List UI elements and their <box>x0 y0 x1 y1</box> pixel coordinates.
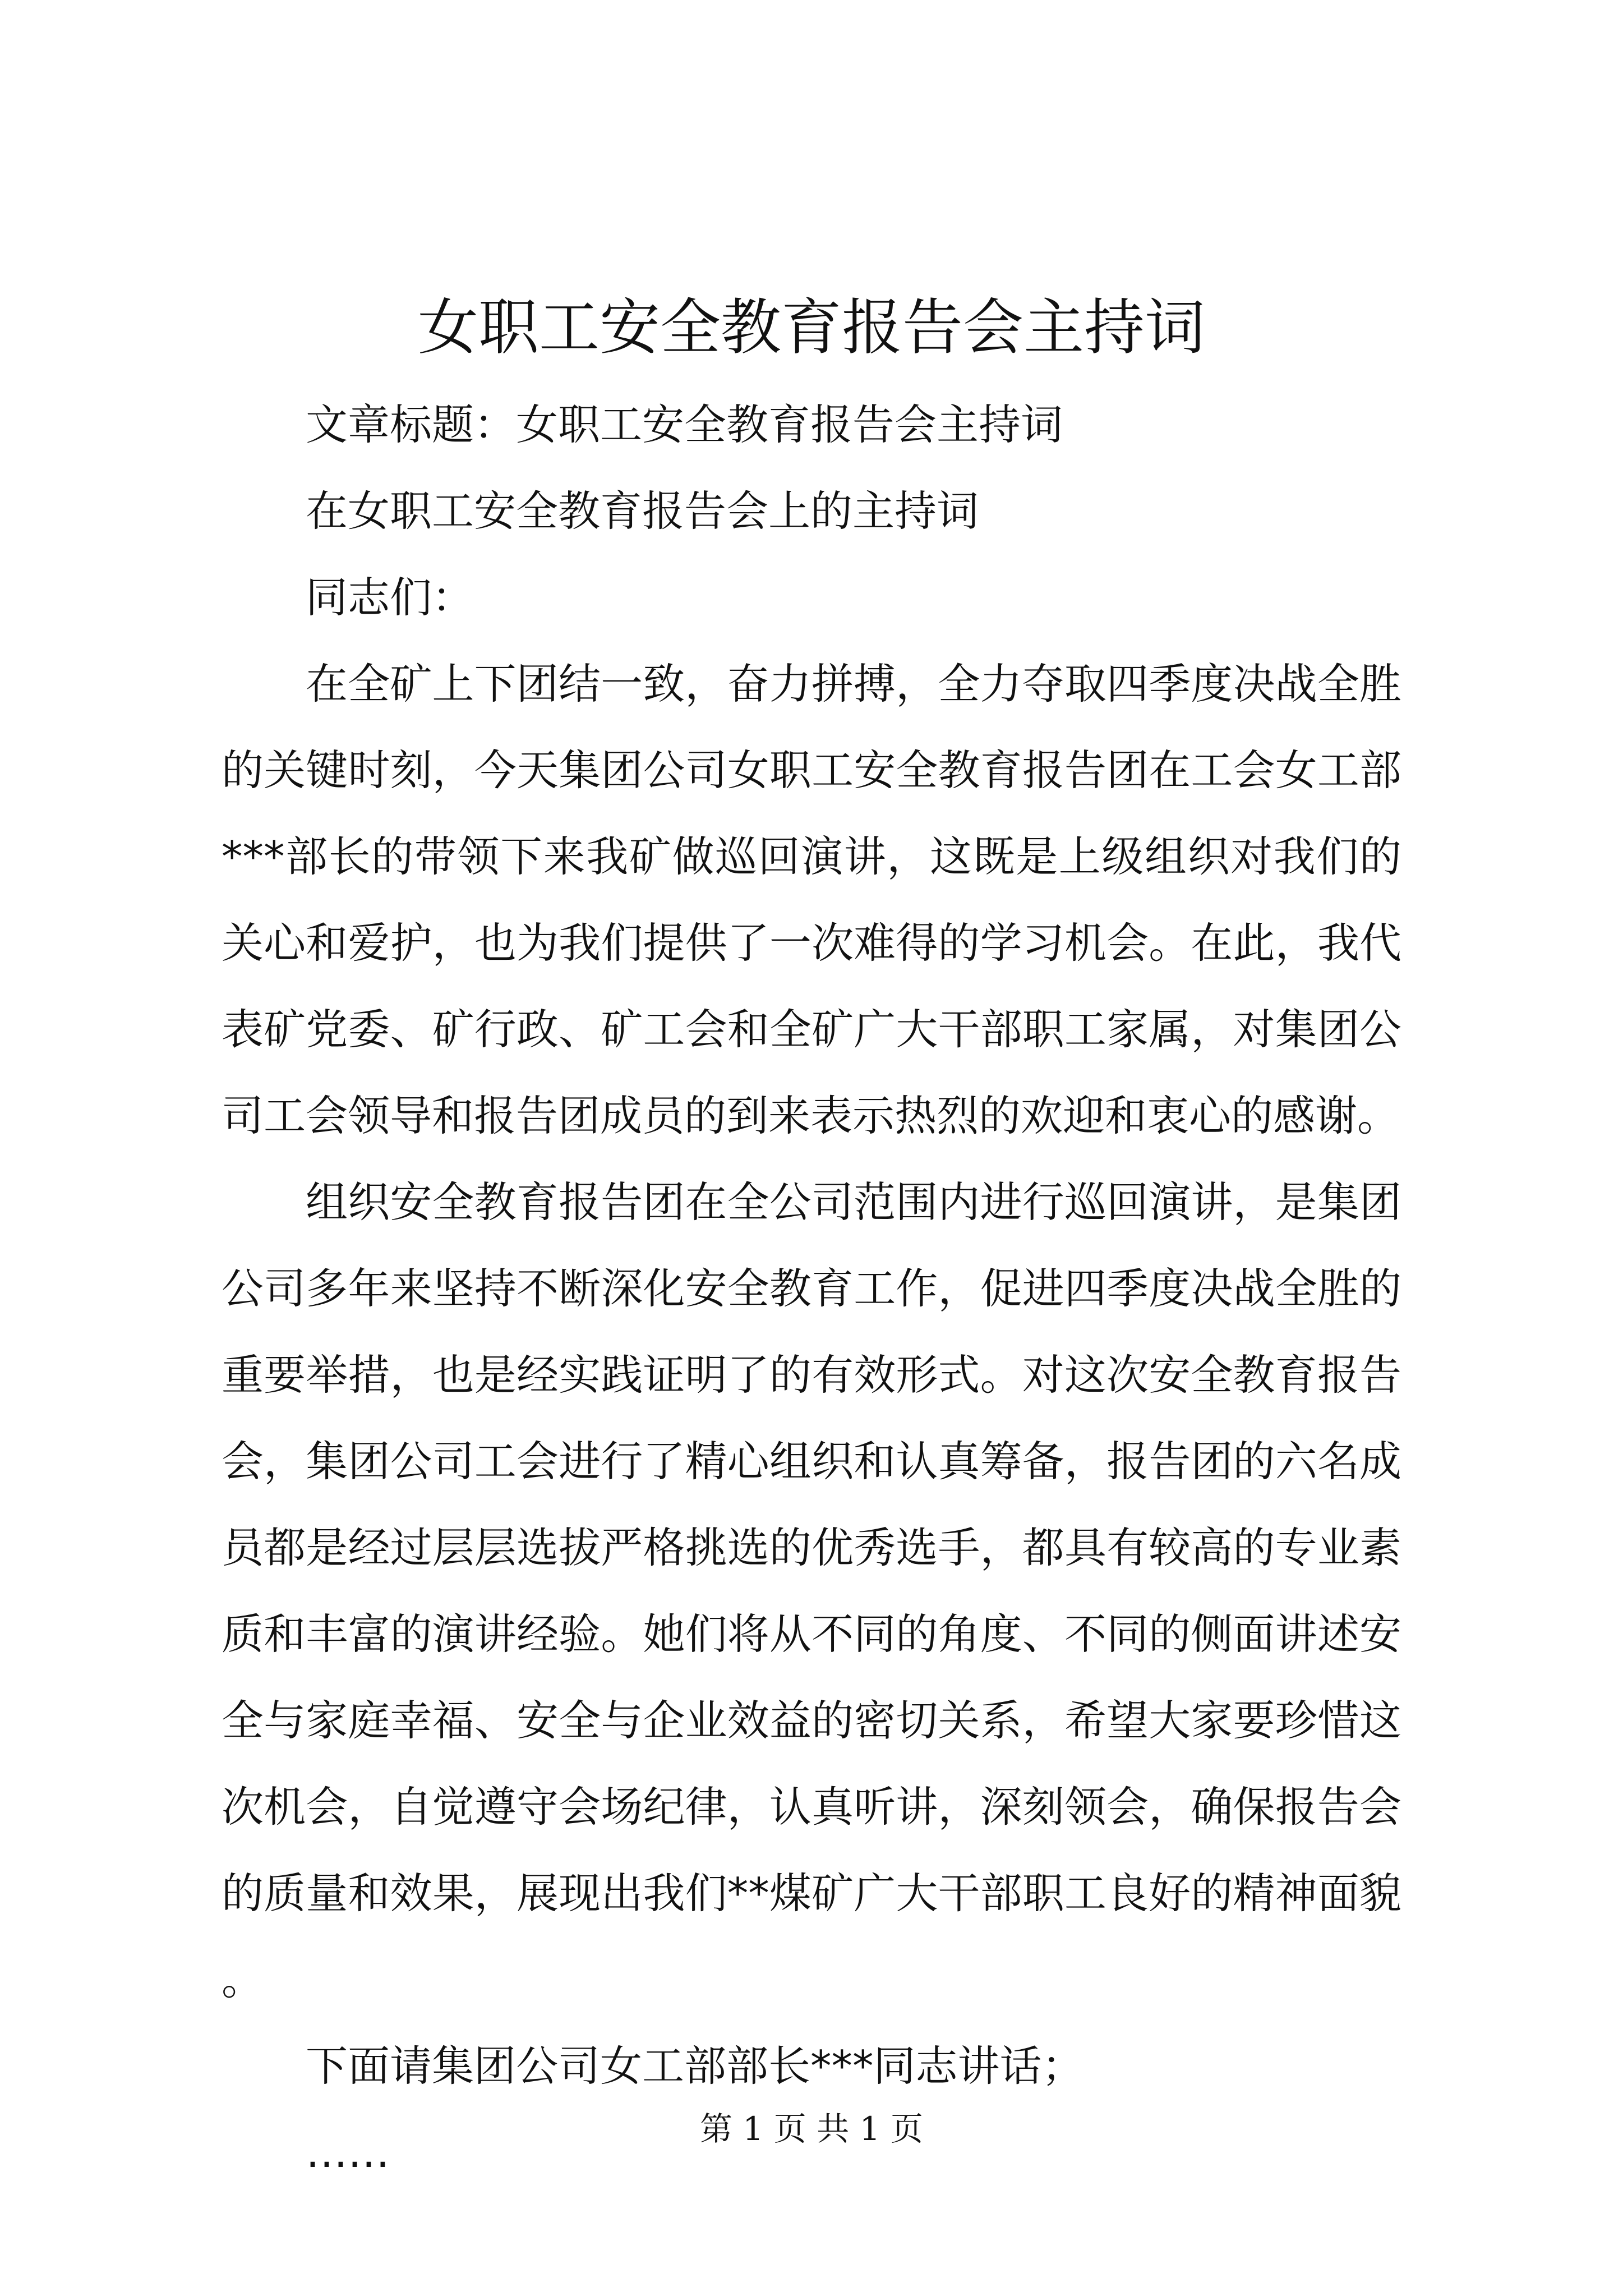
ellipsis-line: …… <box>306 2128 390 2177</box>
salutation: 同志们： <box>306 573 474 622</box>
paragraph-main: 组织安全教育报告团在全公司范围内进行巡回演讲，是集团公司多年来坚持不断深化安全教育工作，促进四季度决战全胜的重要举措，也是经实践证明了的有效形式。对这次安全教育报告会，集团公司工会进行了精心组织和认真筹备，报告团的六名成员都是经过层层选拔严格挑选的优秀选手，都具有较高的专业素质和丰富的演讲经验。她们将从不同的角度、不同的侧面讲述安全与家庭幸福、安全与企业效益的密切关系，希望大家要珍惜这次机会，自觉遵守会场纪律，认真听讲，深刻领会，确保报告会的质量和效果，展现出我们**煤矿广大干部职工良好的精神面貌。 <box>222 1177 1401 2004</box>
document-body <box>222 381 1401 2196</box>
paragraph-invitation: 下面请集团公司女工部部长***同志讲话； <box>306 2041 1084 2091</box>
paragraph-opening: 在全矿上下团结一致，奋力拼搏，全力夺取四季度决战全胜的关键时刻，今天集团公司女职工安全教育报告团在工会女工部***部长的带领下来我矿做巡回演讲，这既是上级组织对我们的关心和爱护，也为我们提供了一次难得的学习机会。在此，我代表矿党委、矿行政、矿工会和全矿广大干部职工家属，对集团公司工会领导和报告团成员的到来表示热烈的欢迎和衷心的感谢。 <box>222 659 1401 1140</box>
page-footer: 第 1 页 共 1 页 <box>700 2110 923 2148</box>
document-title: 女职工安全教育报告会主持词 <box>417 293 1205 363</box>
article-title-line: 文章标题：女职工安全教育报告会主持词 <box>306 400 1063 449</box>
subtitle-line: 在女职工安全教育报告会上的主持词 <box>306 486 979 536</box>
